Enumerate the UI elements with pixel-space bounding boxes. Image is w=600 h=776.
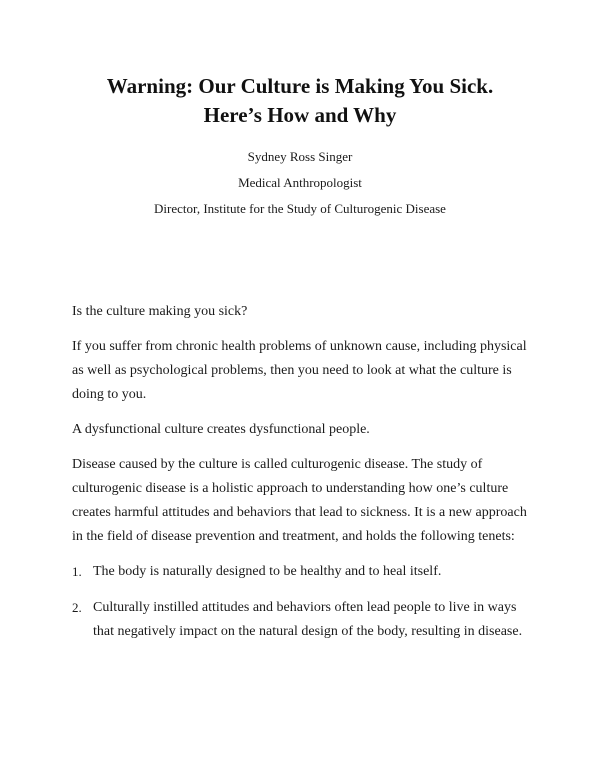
list-item-text: Culturally instilled attitudes and behaviors often lead people to live in ways that negatively impact on the natural design of the body, resulting in disease. [93,600,523,639]
tenets-list [72,560,528,644]
list-item-number: 2. [72,600,82,615]
document-title [72,72,528,130]
author-role: Medical Anthropologist [238,175,362,190]
paragraph: Disease caused by the culture is called culturogenic disease. The study of culturogenic disease is a holistic approach to understanding how one’s culture creates harmful attitudes and behaviors that lead to sickness. It is a new approach in the field of disease prevention and treatment, and holds the following tenets: [72,457,527,544]
list-item [72,560,528,584]
byline [72,144,528,222]
author-affiliation: Director, Institute for the Study of Culturogenic Disease [154,201,446,216]
author-name: Sydney Ross Singer [247,149,353,164]
paragraph: A dysfunctional culture creates dysfunctional people. [72,422,370,437]
list-item [72,596,528,644]
title-line-2: Here’s How and Why [203,103,397,127]
paragraph: If you suffer from chronic health problems of unknown cause, including physical as well as psychological problems, then you need to look at what the culture is doing to you. [72,339,527,402]
title-line-1: Warning: Our Culture is Making You Sick. [106,74,494,98]
paragraph: Is the culture making you sick? [72,304,248,319]
article-body [72,300,528,644]
list-item-number: 1. [72,564,82,579]
list-item-text: The body is naturally designed to be healthy and to heal itself. [93,564,442,579]
